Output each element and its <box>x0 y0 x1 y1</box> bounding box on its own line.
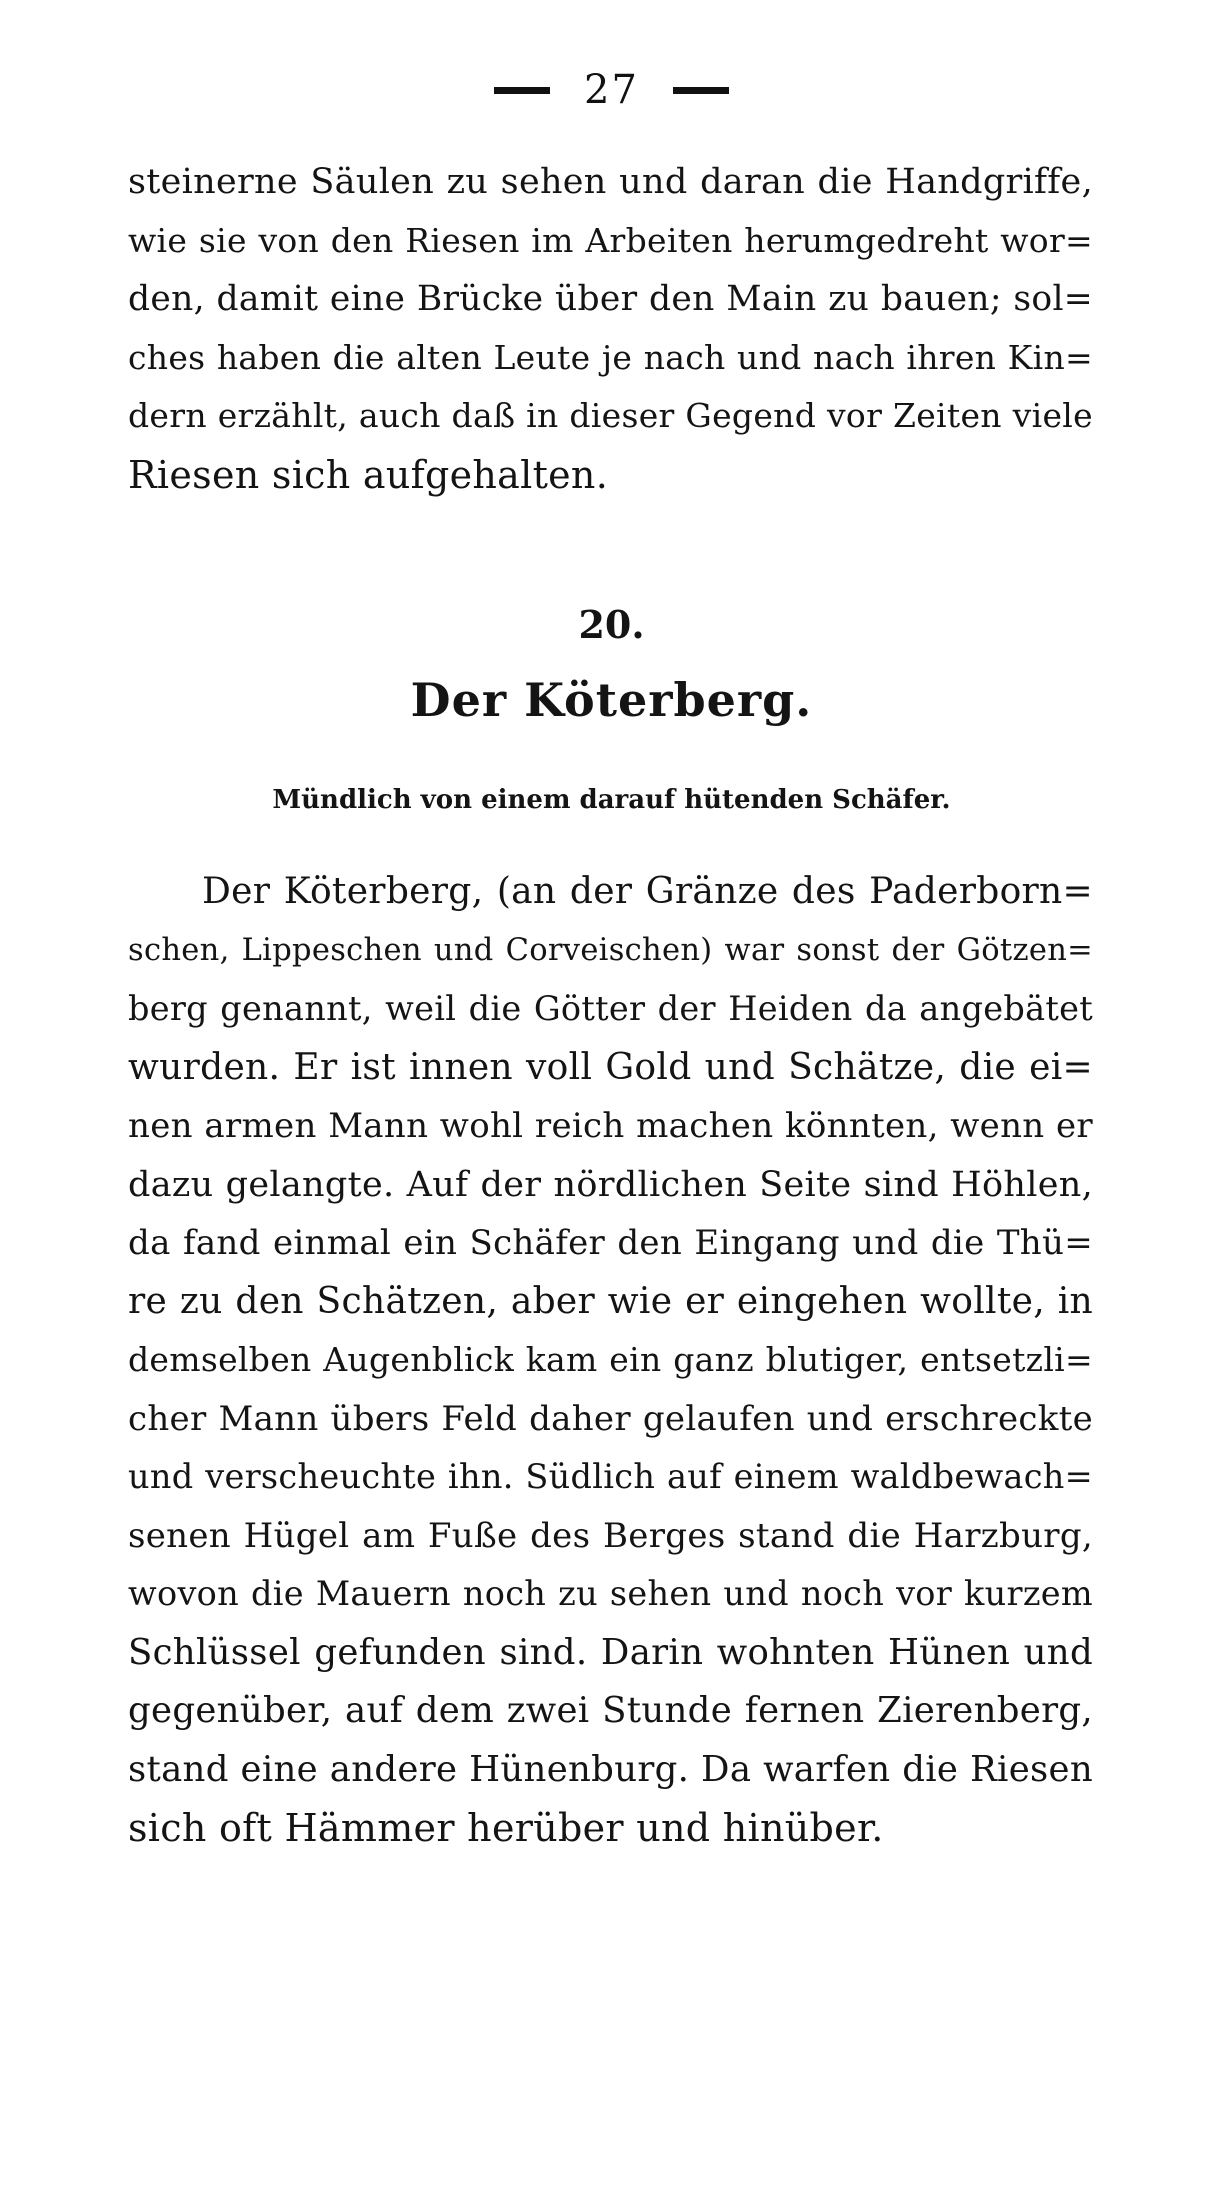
text-line: dern erzählt, auch daß in dieser Gegend vor Zeiten viele <box>128 396 1093 435</box>
text-line: sich oft Hämmer herüber und hinüber. <box>128 1806 884 1850</box>
text-line: da fand einmal ein Schäfer den Eingang und die Thü= <box>128 1223 1093 1263</box>
left-dash-ornament <box>494 87 550 94</box>
text-line: Der Köterberg, (an der Gränze des Paderborn= <box>202 871 1093 912</box>
text-line: berg genannt, weil die Götter der Heiden da angebätet <box>128 989 1093 1028</box>
section-title: Der Köterberg. <box>410 673 813 727</box>
section-source-note: Mündlich von einem darauf hütenden Schäfer. <box>272 785 951 815</box>
text-line: Schlüssel gefunden sind. Darin wohnten Hünen und <box>128 1631 1093 1673</box>
page-number-header <box>0 62 1223 118</box>
text-line: ches haben die alten Leute je nach und nach ihren Kin= <box>128 337 1093 377</box>
story-paragraph <box>128 863 1093 1858</box>
section-number: 20. <box>578 602 645 647</box>
text-line: cher Mann übers Feld daher gelaufen und erschreckte <box>128 1398 1093 1439</box>
text-line: Riesen sich aufgehalten. <box>128 452 609 497</box>
text-line: re zu den Schätzen, aber wie er eingehen wollte, in <box>128 1280 1093 1322</box>
intro-paragraph <box>128 153 1093 504</box>
right-dash-ornament <box>673 87 729 94</box>
text-line: senen Hügel am Fuße des Berges stand die Harzburg, <box>128 1515 1093 1556</box>
text-line: wie sie von den Riesen im Arbeiten herumgedreht wor= <box>128 220 1093 260</box>
text-line: nen armen Mann wohl reich machen könnten, wenn er <box>128 1106 1093 1146</box>
text-line: gegenüber, auf dem zwei Stunde fernen Zierenberg, <box>128 1690 1093 1731</box>
text-line: wovon die Mauern noch zu sehen und noch vor kurzem <box>128 1574 1093 1613</box>
text-line: den, damit eine Brücke über den Main zu bauen; sol= <box>128 279 1093 319</box>
text-line: schen, Lippeschen und Corveischen) war sonst der Götzen= <box>128 932 1093 968</box>
text-line: wurden. Er ist innen voll Gold und Schätze, die ei= <box>128 1046 1093 1088</box>
page-number: 27 <box>584 67 639 113</box>
text-line: stand eine andere Hünenburg. Da warfen die Riesen <box>128 1748 1093 1790</box>
text-line: dazu gelangte. Auf der nördlichen Seite sind Höhlen, <box>128 1164 1093 1205</box>
text-line: und verscheuchte ihn. Südlich auf einem waldbewach= <box>128 1457 1093 1496</box>
text-line: steinerne Säulen zu sehen und daran die Handgriffe, <box>128 162 1093 202</box>
text-line: demselben Augenblick kam ein ganz blutiger, entsetzli= <box>128 1340 1093 1379</box>
